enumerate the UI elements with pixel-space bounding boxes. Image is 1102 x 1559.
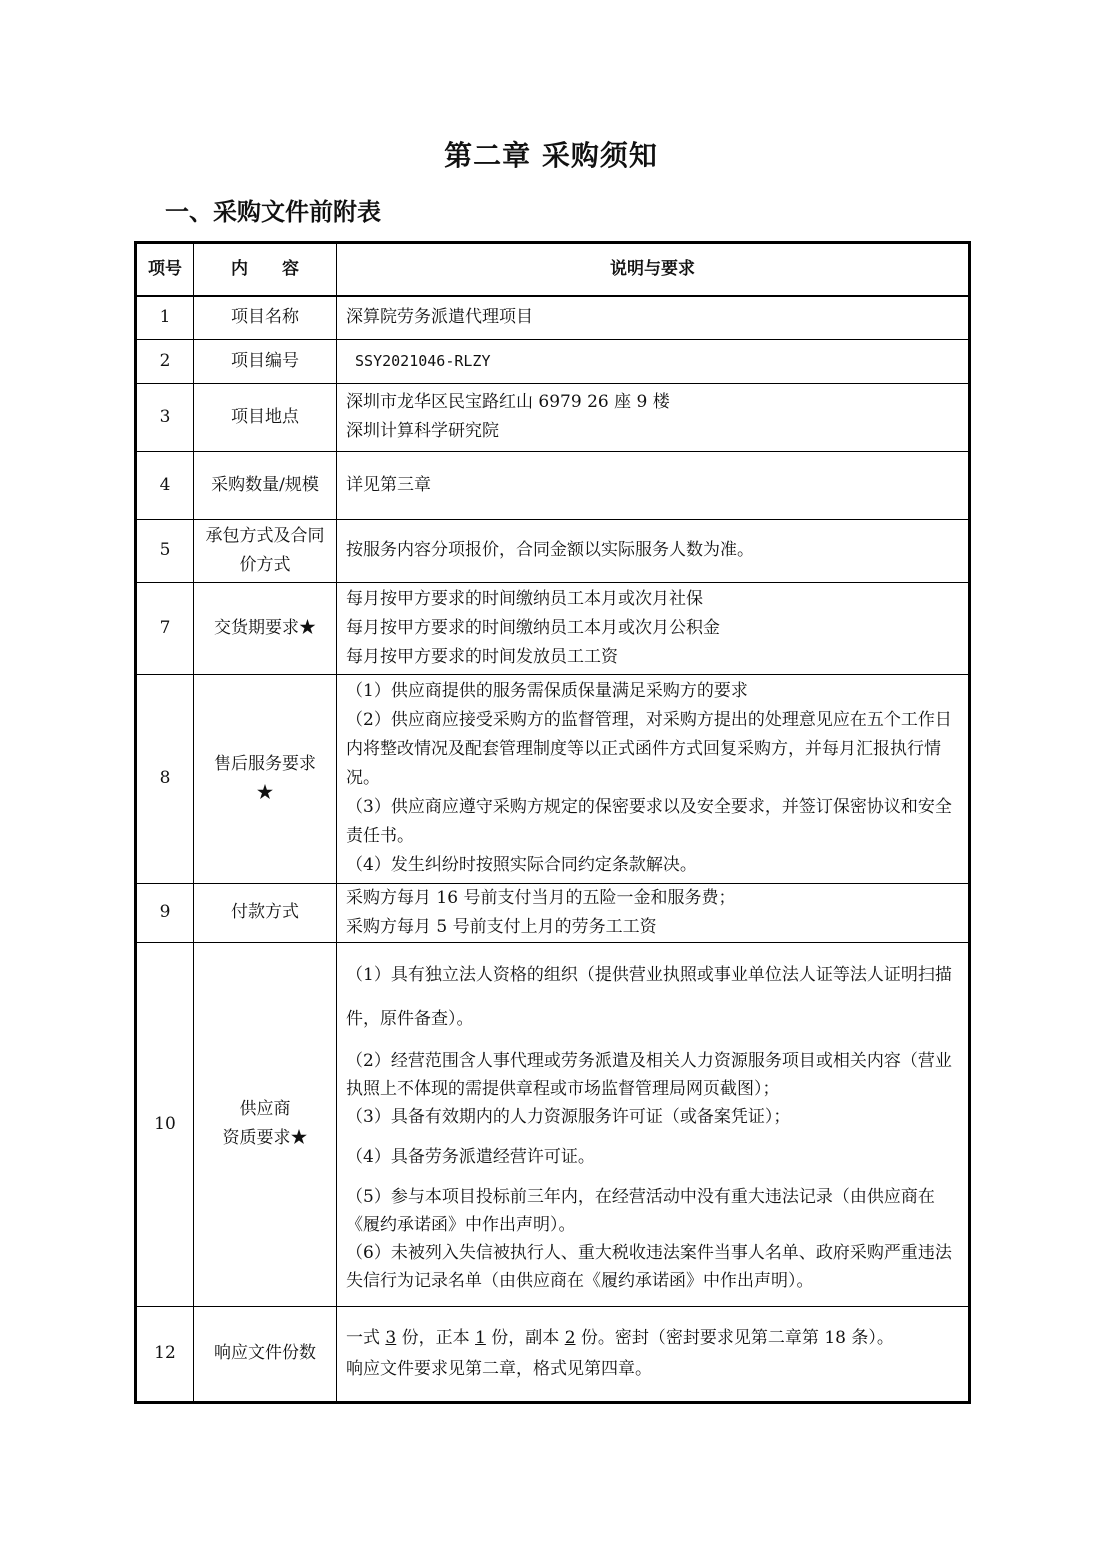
desc-text: 份。密封（密封要求见第二章第 18 条）。 <box>575 1327 894 1348</box>
label-line: 资质要求★ <box>222 1128 308 1148</box>
table-row <box>136 1306 970 1402</box>
desc-line: 深圳计算科学研究院 <box>346 421 499 441</box>
table-row <box>136 519 970 582</box>
label-line: 供应商 <box>239 1099 291 1119</box>
row-num: 9 <box>136 883 194 942</box>
desc-line: 每月按甲方要求的时间发放员工工资 <box>346 646 618 667</box>
row-num: 7 <box>136 582 194 674</box>
row-num: 2 <box>136 339 194 383</box>
table-row <box>136 339 970 383</box>
desc-line: 采购方每月 5 号前支付上月的劳务工工资 <box>346 916 657 937</box>
row-num: 8 <box>136 674 194 883</box>
section-title: 一、采购文件前附表 <box>165 198 381 226</box>
spacer <box>346 1131 959 1143</box>
row-num: 4 <box>136 451 194 519</box>
row-label: 项目地点 <box>194 383 337 451</box>
desc-line: （3）供应商应遵守采购方规定的保密要求以及安全要求，并签订保密协议和安全责任书。 <box>346 797 952 846</box>
row-desc <box>337 942 970 1306</box>
row-label: 项目编号 <box>194 339 337 383</box>
row-label: 承包方式及合同价方式 <box>194 519 337 582</box>
header-desc: 说明与要求 <box>337 243 970 297</box>
header-content: 内 容 <box>194 243 337 297</box>
desc-line: （6）未被列入失信被执行人、重大税收违法案件当事人名单、政府采购严重违法失信行为记录名单（由供应商在《履约承诺函》中作出声明）。 <box>346 1243 952 1291</box>
desc-text: 份，副本 <box>485 1327 565 1348</box>
requirements-table <box>134 241 971 1404</box>
row-desc <box>337 1306 970 1402</box>
row-desc <box>337 883 970 942</box>
row-label: 售后服务要求★ <box>194 674 337 883</box>
header-num: 项号 <box>136 243 194 297</box>
row-desc <box>337 674 970 883</box>
row-label <box>194 942 337 1306</box>
row-num: 5 <box>136 519 194 582</box>
table-row <box>136 942 970 1306</box>
desc-line: 深圳市龙华区民宝路红山 6979 26 座 9 楼 <box>346 392 670 412</box>
row-desc: 按服务内容分项报价，合同金额以实际服务人数为准。 <box>337 519 970 582</box>
desc-text: 份，正本 <box>396 1327 476 1348</box>
row-desc: 详见第三章 <box>337 451 970 519</box>
table-row <box>136 674 970 883</box>
row-desc <box>337 582 970 674</box>
row-label: 项目名称 <box>194 296 337 339</box>
desc-line: （3）具备有效期内的人力资源服务许可证（或备案凭证）； <box>346 1107 791 1127</box>
row-label: 响应文件份数 <box>194 1306 337 1402</box>
chapter-title: 第二章 采购须知 <box>444 139 658 172</box>
row-label: 采购数量/规模 <box>194 451 337 519</box>
row-label: 交货期要求★ <box>194 582 337 674</box>
table-row <box>136 582 970 674</box>
table-row <box>136 451 970 519</box>
row-num: 12 <box>136 1306 194 1402</box>
desc-line: （4）具备劳务派遣经营许可证。 <box>346 1147 595 1167</box>
row-desc <box>337 383 970 451</box>
table-row <box>136 883 970 942</box>
table-header-row <box>136 243 970 297</box>
row-num: 3 <box>136 383 194 451</box>
desc-line: 采购方每月 16 号前支付当月的五险一金和服务费； <box>346 887 736 908</box>
copies-original: 1 <box>475 1327 486 1348</box>
table-row <box>136 296 970 339</box>
desc-line: （1）具有独立法人资格的组织（提供营业执照或事业单位法人证等法人证明扫描件，原件备查）。 <box>346 965 952 1029</box>
row-desc: SSY2021046-RLZY <box>337 339 970 383</box>
row-desc: 深算院劳务派遣代理项目 <box>337 296 970 339</box>
spacer <box>346 1171 959 1183</box>
desc-line: （2）供应商应接受采购方的监督管理，对采购方提出的处理意见应在五个工作日内将整改情况及配套管理制度等以正式函件方式回复采购方，并每月汇报执行情况。 <box>346 710 952 788</box>
desc-line <box>346 1323 959 1354</box>
copies-total: 3 <box>385 1327 397 1348</box>
desc-line: （2）经营范围含人事代理或劳务派遣及相关人力资源服务项目或相关内容（营业执照上不体现的需提供章程或市场监督管理局网页截图）； <box>346 1051 952 1099</box>
row-num: 1 <box>136 296 194 339</box>
row-label: 付款方式 <box>194 883 337 942</box>
desc-text: 一式 <box>346 1327 386 1348</box>
desc-line: （4）发生纠纷时按照实际合同约定条款解决。 <box>346 855 697 875</box>
desc-line: （1）供应商提供的服务需保质保量满足采购方的要求 <box>346 681 748 701</box>
table-row <box>136 383 970 451</box>
desc-line: 响应文件要求见第二章，格式见第四章。 <box>346 1358 652 1379</box>
desc-line: （5）参与本项目投标前三年内，在经营活动中没有重大违法记录（由供应商在《履约承诺函》中作出声明）。 <box>346 1187 935 1235</box>
desc-line: 每月按甲方要求的时间缴纳员工本月或次月公积金 <box>346 617 720 638</box>
row-num: 10 <box>136 942 194 1306</box>
desc-line: 每月按甲方要求的时间缴纳员工本月或次月社保 <box>346 588 703 609</box>
copies-duplicate: 2 <box>564 1327 576 1348</box>
